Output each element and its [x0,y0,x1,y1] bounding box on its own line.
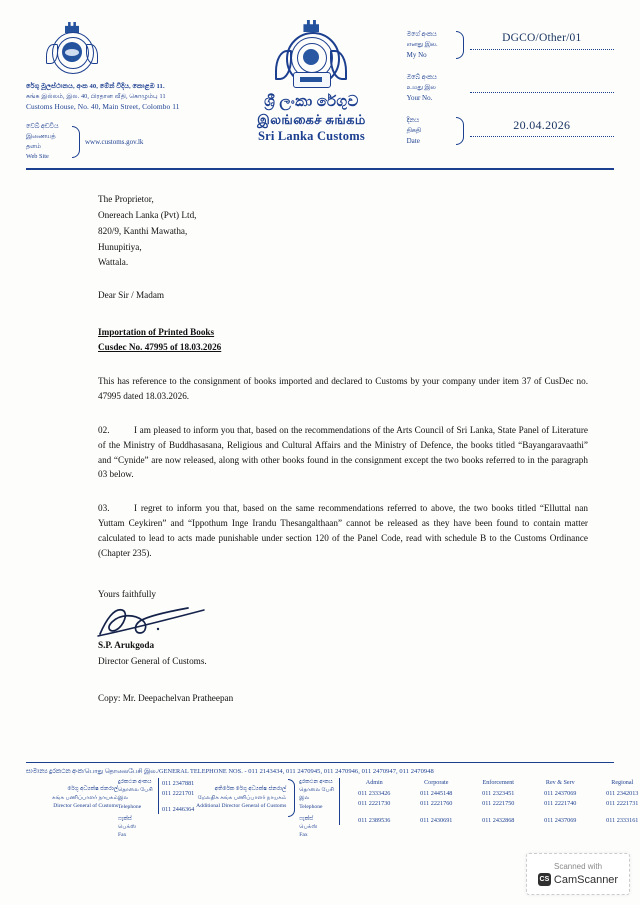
adg-column-header: Admin [365,780,383,787]
adg-title-sinhala: අතිරේක රේගු අධ්‍යක්ෂ ජනරාල් [214,786,287,793]
addressee-line: Wattala. [98,257,129,268]
organisation-name-english: Sri Lanka Customs [257,129,365,144]
date-dotted-line [470,135,614,137]
addressee-block [98,192,588,271]
adg-telephone-label-english: Telephone [299,803,323,810]
adg-telephone-label-sinhala: දුරකථන අංකය [299,779,333,786]
organisation-name-sinhala: ශ්‍රී ලංකා රේගුව [264,94,359,110]
adg-telephone-labels [299,778,339,810]
your-no-labels [407,73,455,104]
adg-telephone-cell: 011 2221730 [358,799,391,807]
date-brace [456,117,464,145]
adg-telephone-label-tamil: தொலை பேசி இல [299,787,335,802]
my-no-label-tamil: எனது இல. [406,40,438,48]
adg-fax-cell: 011 2432868 [482,816,515,824]
addressee-line: The Proprietor, [98,194,154,205]
dg-title-sinhala: රේගු අධ්‍යක්ෂ ජනරාල් [67,786,118,793]
adg-number-grid [339,778,640,825]
adg-telephone-cell: 011 2221740 [544,799,577,807]
date-row [407,116,614,147]
adg-contact-block [194,778,640,843]
my-no-value: DGCO/Other/01 [502,32,582,44]
closing: Yours faithfully [98,588,157,599]
adg-fax-row [343,816,640,826]
signatory-name: S.P. Arukgoda [98,639,155,650]
subject-block [98,325,588,355]
your-no-row [407,73,614,104]
adg-fax-cell: 011 2430691 [420,816,453,824]
general-telephone-numbers: 011 2143434, 011 2470945, 011 2470946, 011 2470947, 011 2470948 [248,768,434,776]
adg-fax-cell: 011 2389536 [358,816,391,824]
dg-labels [118,778,158,843]
adg-telephone-cell: 011 2333426 [358,790,391,798]
dg-telephone-label-tamil: தொலை பேசி இல [118,787,153,802]
footer-contact-grid [26,778,639,843]
adg-column-header: Enforcement [482,780,514,787]
signature [100,602,588,638]
adg-fax-label-english: Fax [299,831,308,838]
my-no-label-english: My No [406,50,427,59]
paragraph-1-text: This has reference to the consignment of books imported and declared to Customs by your company under item 37 of CusDec no. 47995 dated 18.03.2026. [98,375,588,401]
adg-telephone-cell: 011 2323451 [482,790,515,798]
address-sinhala: රේගු මූලස්ථානය, අංක 40, මේන් වීදිය, කොළඹ 11. [26,83,165,90]
website-label-tamil: இணையத் தளம் [26,132,56,151]
my-no-labels [407,30,455,61]
my-no-brace [456,31,464,59]
website-row [26,122,216,163]
my-no-value-area [470,30,614,50]
paragraph-3 [98,501,588,561]
your-no-dotted-line [470,91,614,93]
paragraph-2-number: 02. [98,424,110,435]
dg-title-english: Director General of Customs [53,803,118,810]
dg-fax-label-tamil: பெக்ஸ் [118,823,137,830]
adg-column-header: Corporate [424,780,449,787]
website-label-sinhala: වෙබ් අඩවිය [26,122,59,130]
date-value: 20.04.2026 [513,117,571,132]
camscanner-watermark [526,853,630,895]
dg-fax-label-sinhala: ෆැක්ස් [118,815,132,822]
letter-body [0,170,640,706]
adg-telephone-cell: 011 2342013 [606,790,639,798]
letterhead-address-block [26,18,216,162]
address-tamil: சுங்க இல்லம், இல. 40, பிரதான வீதி, கொழும்பு 11 [26,93,166,101]
adg-telephone-cell: 011 2221731 [606,799,639,807]
my-no-row [407,30,614,61]
paragraph-2-text: I am pleased to inform you that, based on the recommendations of the Arts Council of Sri Lanka, State Panel of Literature of the Ministry of Buddhasasana, Religious and Cultural Affairs and the Ministry of Defence, the books titled “Bayangaravaathi” and “Cynide” are now released, along with other books found in the consignment except the two books referred to in the paragraph 03 below. [98,424,588,480]
dg-numbers [158,778,194,814]
adg-fax-cell: 011 2333161 [606,816,639,824]
dg-telephone-label-english: Telephone [118,803,142,810]
adg-brace [288,779,295,817]
camscanner-brand [538,873,618,886]
date-label-tamil: திகதி [406,126,421,134]
your-no-label-english: Your No. [406,93,433,102]
dg-fax-label-english: Fax [118,831,127,838]
camscanner-name: CamScanner [553,873,619,886]
dg-telephone-labels [118,778,158,810]
dg-fax-labels [118,815,158,839]
adg-column-header: Regional [611,780,634,787]
your-no-label-sinhala: ඔබේ අංකය [406,73,437,81]
your-no-value [470,75,614,88]
addressee-line: 820/9, Kanthi Mawatha, [98,225,188,236]
adg-title-tamil: மேலதிக சுங்க பணிப்பாளர் நாயகம் [197,794,287,801]
dg-telephone-1: 011 2347881 [162,780,195,788]
customs-crest-small-icon [48,22,96,76]
paragraph-3-number: 03. [98,503,110,514]
adg-telephone-cell: 011 2445148 [420,790,453,798]
organisation-name-tamil: இலங்கைச் சுங்கம் [257,111,366,127]
adg-telephone-cell: 011 2221750 [482,799,515,807]
addressee-line: Hunupitiya, [98,241,142,252]
date-label-english: Date [406,136,420,145]
dg-telephone-2: 011 2221701 [162,789,195,797]
addressee-line: Onereach Lanka (Pvt) Ltd, [98,209,197,220]
reference-block [407,18,614,159]
dg-title-tamil: சுங்க பணிப்பாளர் நாயகம் [51,794,118,801]
general-telephone-line [26,763,614,776]
adg-fax-label-tamil: பெக்ஸ் [299,823,318,830]
adg-fax-cell: 011 2437069 [544,816,577,824]
sri-lanka-customs-emblem-icon [279,20,343,90]
your-no-value-area [470,73,614,93]
paragraph-2 [98,423,588,483]
dg-telephone-label-sinhala: දුරකථන අංකය [118,779,152,786]
adg-telephone-cell: 011 2221760 [420,799,453,807]
adg-fax-label-sinhala: ෆැක්ස් [299,815,314,822]
adg-title-english: Additional Director General of Customs [196,803,287,810]
letterhead [0,0,640,162]
website-brace [72,126,80,158]
subject-line: Cusdec No. 47995 of 18.03.2026 [98,341,222,352]
adg-labels [299,778,339,843]
letterhead-emblem-block [216,20,406,144]
your-no-label-tamil: உமது இல [406,83,436,91]
office-address [26,82,216,113]
copy-line: Copy: Mr. Deepachelvan Pratheepan [98,692,234,703]
signatory-title: Director General of Customs. [98,655,207,666]
adg-telephone-row-1 [343,789,640,799]
my-no-label-sinhala: මගේ අංකය [406,31,437,38]
adg-column-header: Rev & Serv [545,780,575,787]
adg-fax-labels [299,815,339,839]
camscanner-logo-icon: CS [538,873,551,886]
paragraph-1 [98,374,588,404]
subject-line: Importation of Printed Books [98,327,215,338]
adg-column-headers [343,779,640,788]
camscanner-top-text: Scanned with [553,862,603,871]
letter-footer [26,762,639,843]
website-url[interactable]: www.customs.gov.lk [85,138,144,147]
signature-mark-icon [96,600,296,640]
dg-title [26,778,118,810]
website-labels [26,122,72,163]
adg-telephone-row-2 [343,799,640,809]
salutation: Dear Sir / Madam [98,290,165,301]
paragraph-3-text: I regret to inform you that, based on the same recommendations referred to above, the two books titled “Elluttal nan Yuttam Ceykiren” and “Ippothum Inge Irandu Thesangalthaan” cannot be released as they have been found to contain matter calculated to lead to acts made punishable under section 120 of the Panel Code, read with schedule B to the Customs Ordinance (Chapter 235). [98,503,588,559]
date-label-sinhala: දිනය [406,116,420,124]
date-labels [407,116,455,147]
dg-contact-block [26,778,194,843]
general-telephone-label: සාමාන්‍ය දුරකථන අංක/பொது தொலைபேசி இல./GENERAL TELEPHONE NOS. - [26,768,247,776]
adg-telephone-cell: 011 2437069 [544,790,577,798]
date-value-area [470,116,614,137]
address-english: Customs House, No. 40, Main Street, Colombo 11 [26,102,180,112]
dg-fax-1: 011 2446364 [162,805,195,813]
adg-title [194,778,286,810]
website-label-english: Web Site [26,153,49,161]
my-no-dotted-line [470,48,614,50]
